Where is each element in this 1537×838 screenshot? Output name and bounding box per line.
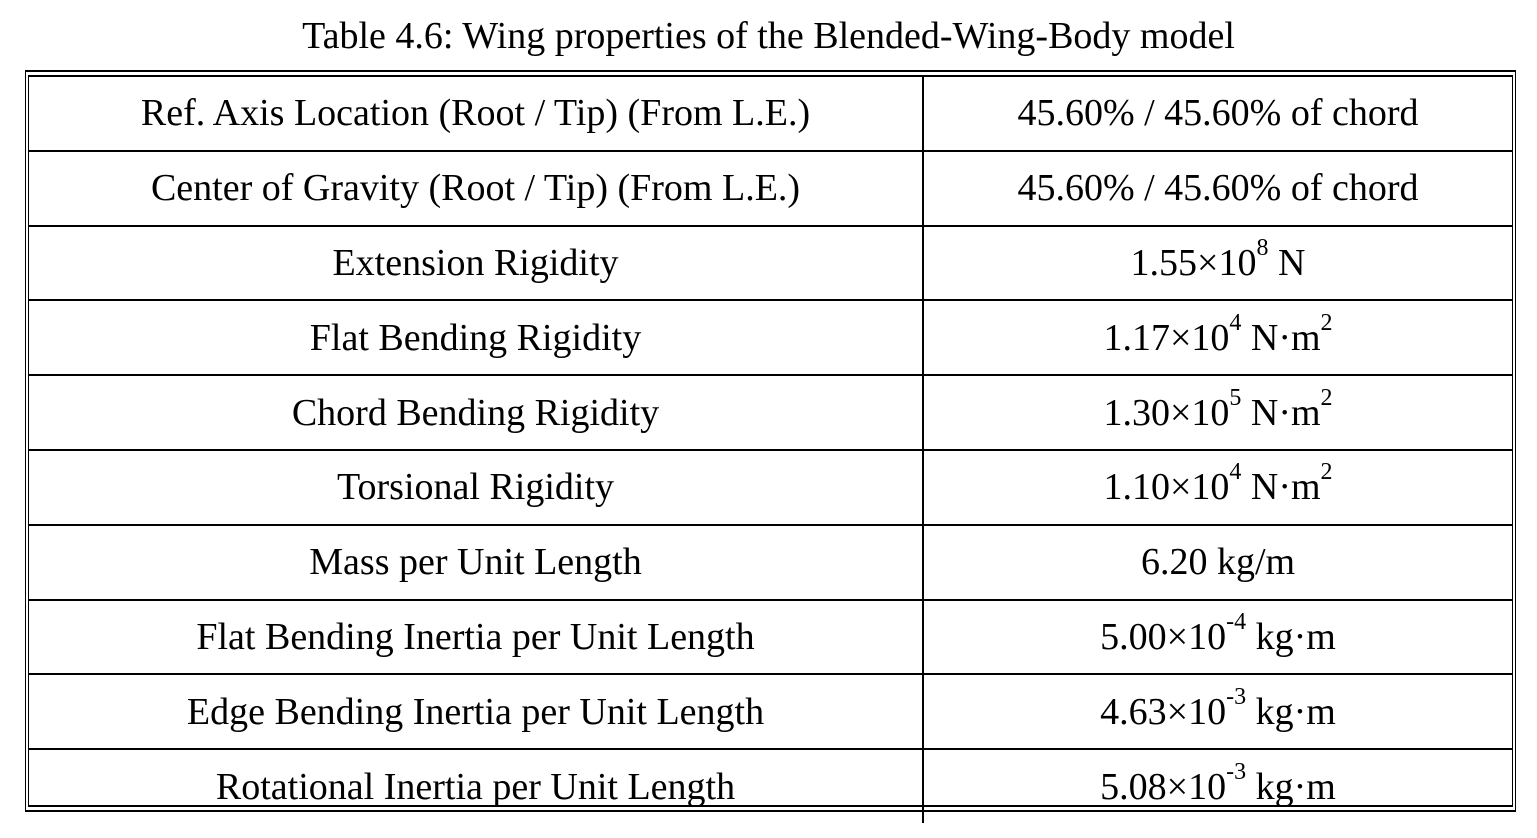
value-unit: N bbox=[1268, 241, 1306, 284]
value-mantissa: 1.30×10 bbox=[1103, 391, 1230, 434]
value-mantissa: 1.17×10 bbox=[1103, 316, 1230, 359]
table-body bbox=[29, 77, 1512, 823]
property-cell: Extension Rigidity bbox=[29, 226, 923, 301]
table-row bbox=[29, 77, 1512, 151]
value-mantissa: 5.08×10 bbox=[1100, 765, 1227, 808]
property-cell: Edge Bending Inertia per Unit Length bbox=[29, 674, 923, 749]
value-cell bbox=[923, 749, 1512, 823]
value-cell bbox=[923, 450, 1512, 525]
value-text: 45.60% / 45.60% of chord bbox=[1017, 92, 1419, 135]
property-cell: Mass per Unit Length bbox=[29, 525, 923, 600]
property-cell: Ref. Axis Location (Root / Tip) (From L.E.) bbox=[29, 77, 923, 151]
value-mantissa: 5.00×10 bbox=[1100, 615, 1227, 658]
unit-exponent: 2 bbox=[1320, 384, 1333, 411]
value-exponent: 4 bbox=[1229, 309, 1242, 336]
unit-exponent: 2 bbox=[1320, 459, 1333, 486]
value-unit: N·m bbox=[1241, 466, 1321, 509]
unit-exponent: 2 bbox=[1320, 309, 1333, 336]
properties-table-frame bbox=[25, 70, 1516, 812]
value-cell bbox=[923, 674, 1512, 749]
value-unit: kg·m bbox=[1246, 615, 1336, 658]
value-exponent: 5 bbox=[1229, 384, 1242, 411]
table-row bbox=[29, 600, 1512, 675]
table-row bbox=[29, 450, 1512, 525]
value-unit: kg·m bbox=[1246, 690, 1336, 733]
value-cell bbox=[923, 151, 1512, 226]
property-cell: Torsional Rigidity bbox=[29, 450, 923, 525]
table-caption: Table 4.6: Wing properties of the Blended-Wing-Body model bbox=[302, 15, 1235, 57]
value-exponent: -4 bbox=[1226, 608, 1247, 635]
value-exponent: -3 bbox=[1226, 683, 1247, 710]
property-cell: Chord Bending Rigidity bbox=[29, 375, 923, 450]
table-row bbox=[29, 674, 1512, 749]
value-mantissa: 4.63×10 bbox=[1100, 690, 1227, 733]
value-mantissa: 1.10×10 bbox=[1103, 466, 1230, 509]
table-row bbox=[29, 300, 1512, 375]
property-cell: Center of Gravity (Root / Tip) (From L.E.) bbox=[29, 151, 923, 226]
value-cell bbox=[923, 300, 1512, 375]
table-row bbox=[29, 375, 1512, 450]
wing-properties-table bbox=[29, 77, 1512, 823]
value-unit: kg·m bbox=[1246, 765, 1336, 808]
value-mantissa: 1.55×10 bbox=[1130, 241, 1257, 284]
table-row bbox=[29, 226, 1512, 301]
value-cell bbox=[923, 77, 1512, 151]
value-text: 45.60% / 45.60% of chord bbox=[1017, 167, 1419, 210]
value-exponent: 4 bbox=[1229, 459, 1242, 486]
property-cell: Flat Bending Inertia per Unit Length bbox=[29, 600, 923, 675]
table-row bbox=[29, 525, 1512, 600]
value-cell bbox=[923, 600, 1512, 675]
table-row bbox=[29, 749, 1512, 823]
value-exponent: 8 bbox=[1256, 234, 1269, 261]
value-text: 6.20 kg/m bbox=[1140, 541, 1296, 584]
property-cell: Flat Bending Rigidity bbox=[29, 300, 923, 375]
table-row bbox=[29, 151, 1512, 226]
value-cell bbox=[923, 375, 1512, 450]
value-cell bbox=[923, 226, 1512, 301]
value-unit: N·m bbox=[1241, 391, 1321, 434]
value-cell bbox=[923, 525, 1512, 600]
value-unit: N·m bbox=[1241, 316, 1321, 359]
value-exponent: -3 bbox=[1226, 758, 1247, 785]
property-cell: Rotational Inertia per Unit Length bbox=[29, 749, 923, 823]
